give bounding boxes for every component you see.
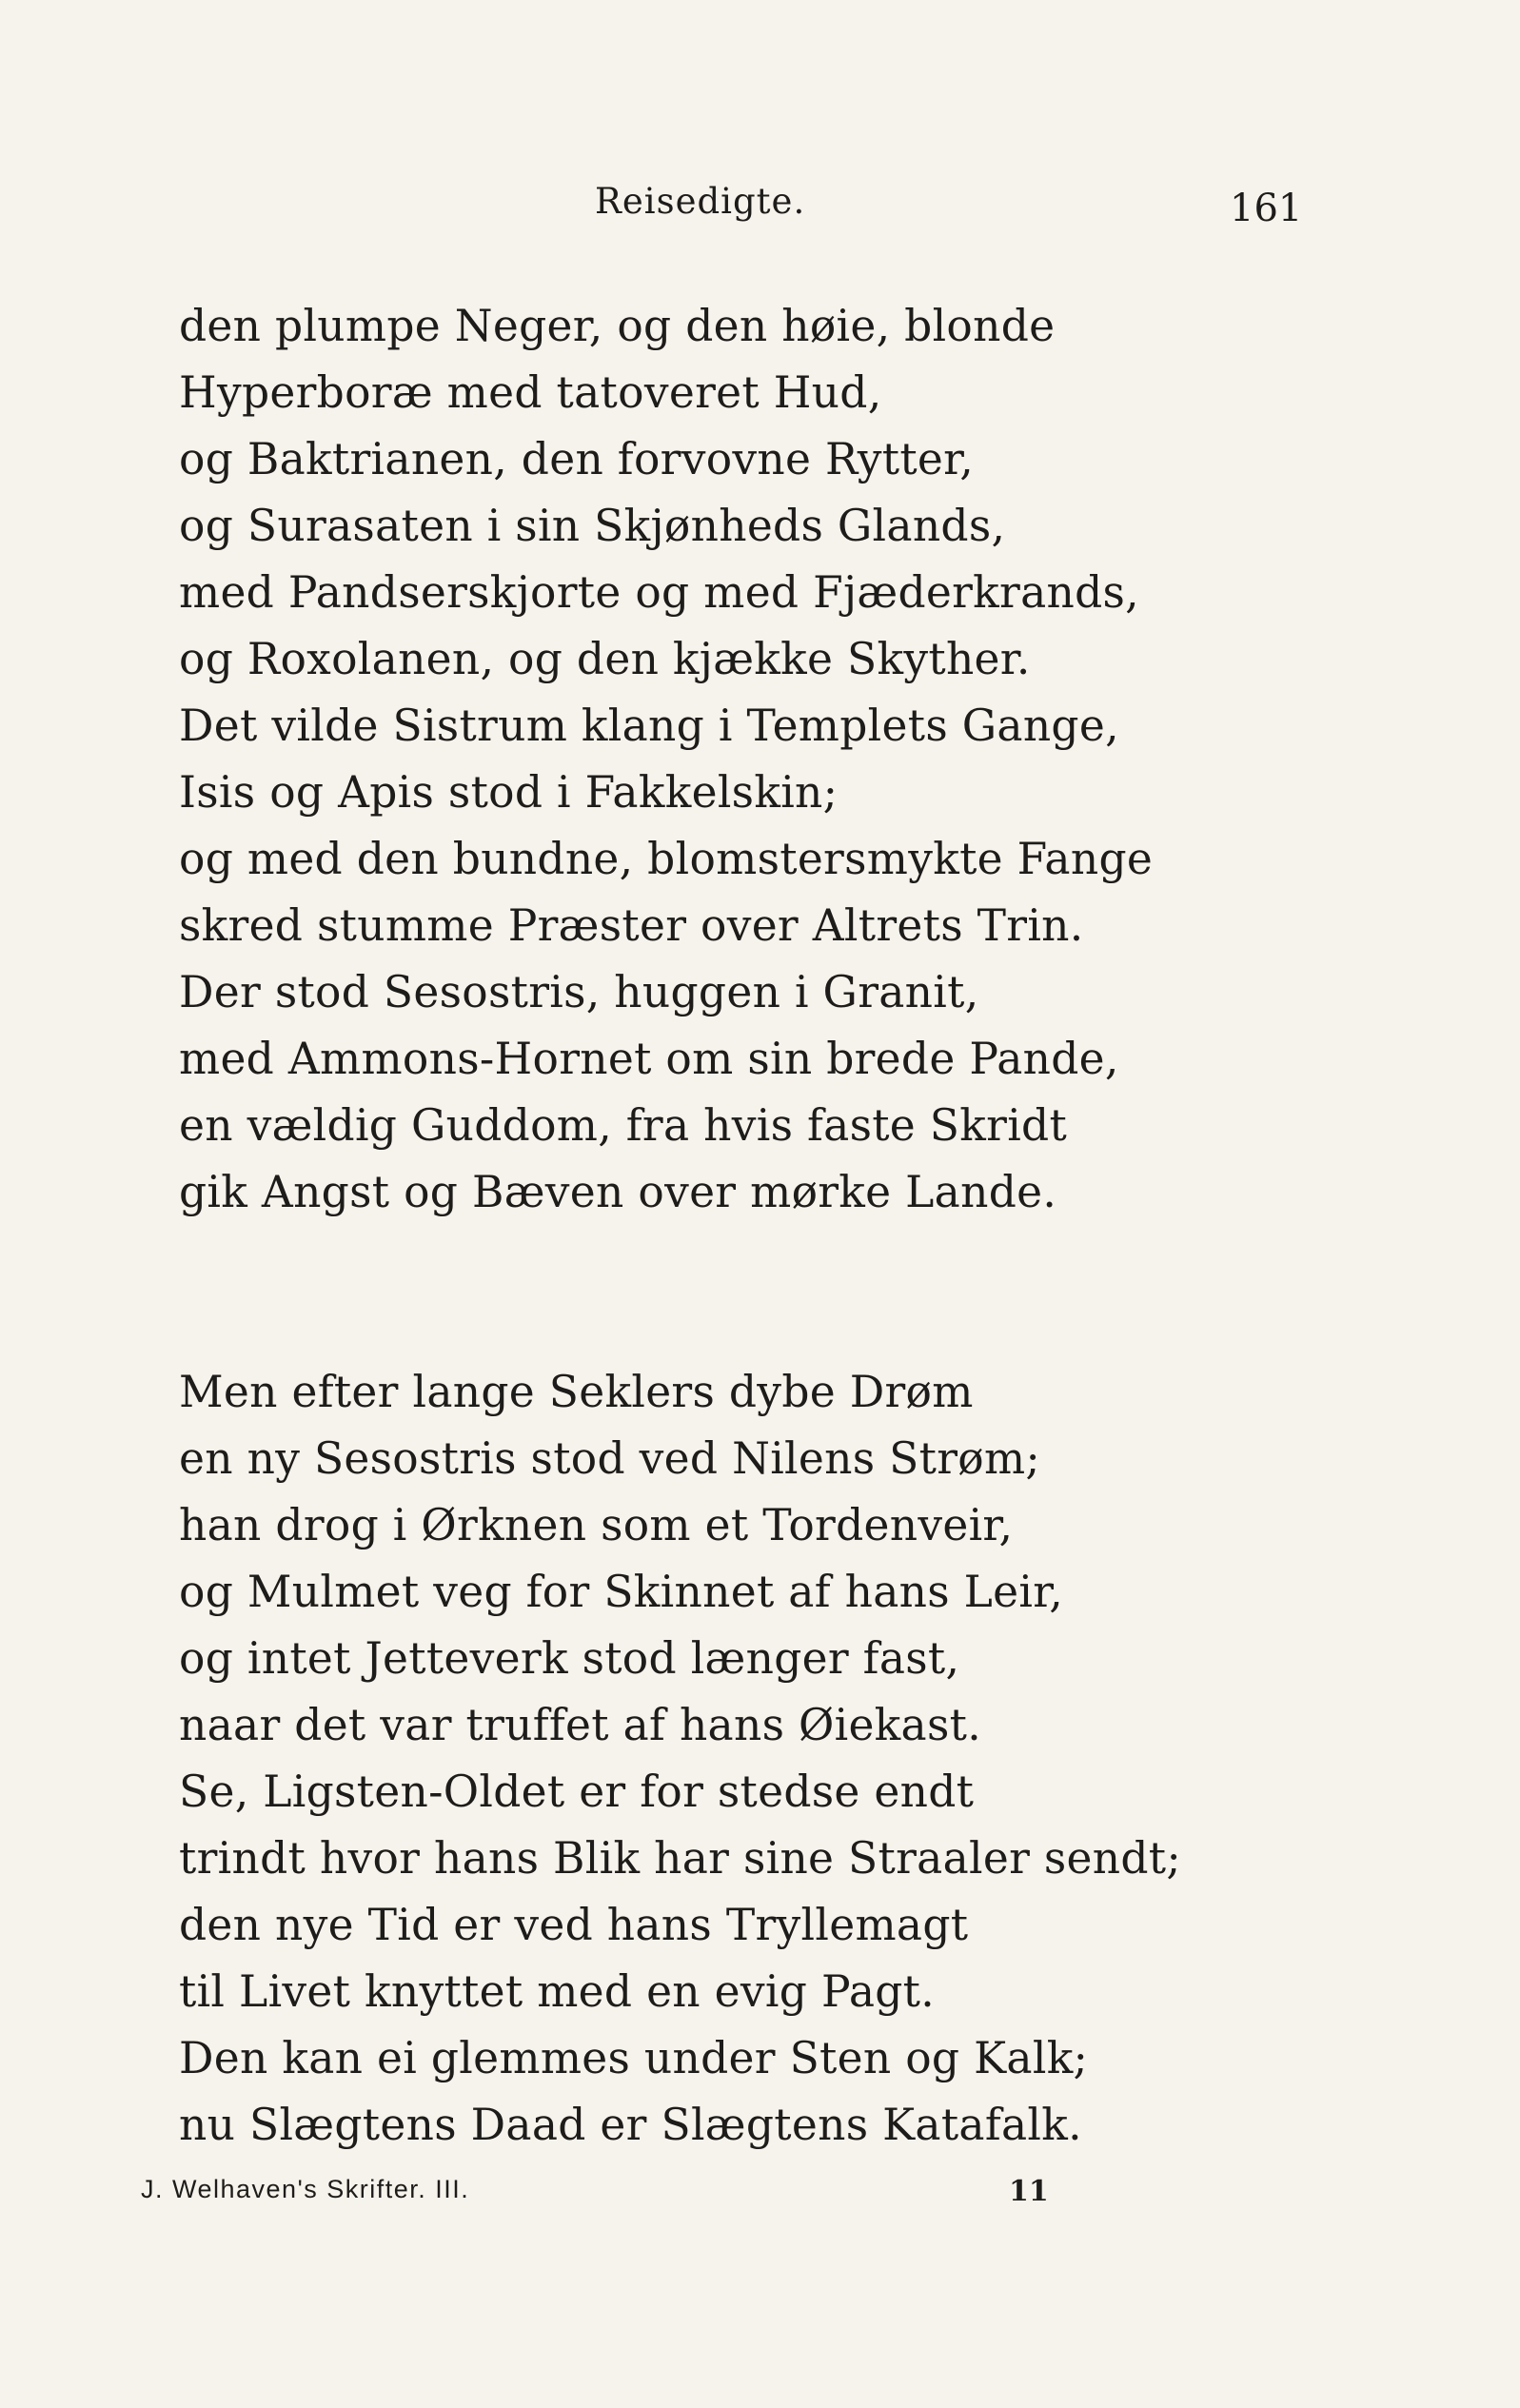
printer-signature: J. Welhaven's Skrifter. III. (141, 2175, 470, 2203)
verse-line: og Roxolanen, og den kjække Skyther. (179, 634, 1031, 684)
verse-line: Der stod Sesostris, huggen i Granit, (179, 967, 979, 1017)
verse-line: en ny Sesostris stod ved Nilens Strøm; (179, 1433, 1041, 1484)
verse-line: Men efter lange Seklers dybe Drøm (179, 1367, 974, 1417)
verse-line: Det vilde Sistrum klang i Templets Gange, (179, 701, 1119, 751)
verse-line: Den kan ei glemmes under Sten og Kalk; (179, 2033, 1089, 2083)
verse-line: og med den bundne, blomstersmykte Fange (179, 834, 1154, 884)
verse-line: med Pandserskjorte og med Fjæderkrands, (179, 567, 1139, 618)
page-number: 161 (1230, 187, 1303, 230)
verse-line: til Livet knyttet med en evig Pagt. (179, 1966, 936, 2017)
verse-line: og Surasaten i sin Skjønheds Glands, (179, 501, 1006, 551)
verse-line: naar det var truffet af hans Øiekast. (179, 1700, 981, 1750)
page-footer (0, 2175, 1520, 2213)
verse-line: en vældig Guddom, fra hvis faste Skridt (179, 1100, 1068, 1151)
verse-line: og Mulmet veg for Skinnet af hans Leir, (179, 1567, 1064, 1617)
verse-line: han drog i Ørknen som et Tordenveir, (179, 1500, 1014, 1550)
running-head (0, 181, 1520, 238)
verse-line: nu Slægtens Daad er Slægtens Katafalk. (179, 2100, 1082, 2150)
verse-line: Hyperboræ med tatoveret Hud, (179, 367, 882, 418)
running-title: Reisedigte. (595, 181, 806, 222)
verse-line: med Ammons-Hornet om sin brede Pande, (179, 1034, 1119, 1084)
stanza-1 (179, 293, 1473, 1226)
verse-line: skred stumme Præster over Altrets Trin. (179, 900, 1084, 951)
verse-line: Isis og Apis stod i Fakkelskin; (179, 767, 839, 818)
verse-line: trindt hvor hans Blik har sine Straaler sendt; (179, 1833, 1182, 1884)
verse-line: den plumpe Neger, og den høie, blonde (179, 301, 1056, 351)
verse-line: den nye Tid er ved hans Tryllemagt (179, 1900, 969, 1950)
sheet-number: 11 (1009, 2175, 1049, 2208)
verse-line: og intet Jetteverk stod længer fast, (179, 1633, 960, 1684)
verse-line: Se, Ligsten-Oldet er for stedse endt (179, 1767, 975, 1817)
stanza-2 (179, 1359, 1473, 2159)
verse-line: og Baktrianen, den forvovne Rytter, (179, 434, 974, 484)
verse-line: gik Angst og Bæven over mørke Lande. (179, 1167, 1057, 1217)
